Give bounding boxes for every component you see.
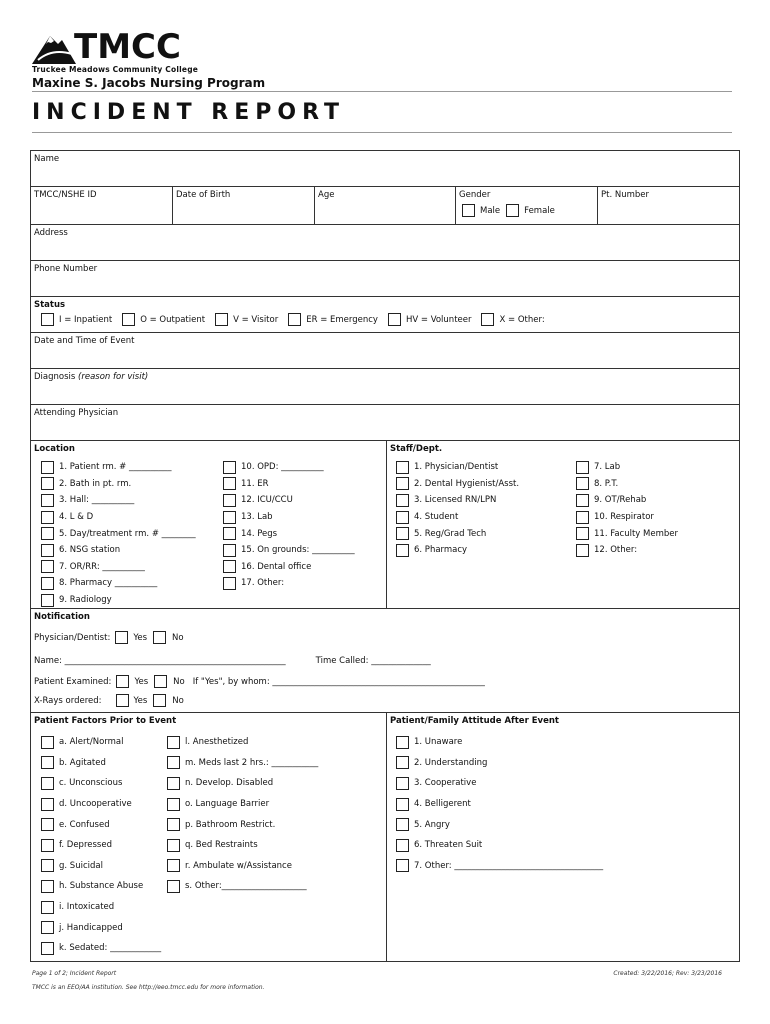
footer-page: Page 1 of 2; Incident Report (32, 970, 117, 977)
id-row (31, 187, 739, 225)
checkbox[interactable] (396, 461, 409, 474)
mountain-logo-icon (32, 30, 76, 64)
location-label: 2. Bath in pt. rm. (59, 478, 132, 489)
location-list-1 (41, 459, 196, 608)
checkbox[interactable] (41, 921, 54, 934)
staff-label: 2. Dental Hygienist/Asst. (414, 478, 520, 489)
patient-factors-title: Patient Factors Prior to Event (34, 716, 177, 726)
factor-option[interactable] (41, 773, 161, 794)
location-option[interactable] (223, 525, 355, 542)
location-option[interactable] (41, 492, 196, 509)
staff-label: 7. Lab (594, 462, 621, 473)
staff-label: 6. Pharmacy (414, 545, 468, 556)
yes-label: Yes (134, 676, 149, 687)
xrays-no-checkbox[interactable] (153, 694, 166, 707)
diagnosis-field[interactable] (34, 372, 148, 382)
checkbox[interactable] (41, 736, 54, 749)
status-label: O = Outpatient (140, 314, 206, 325)
factors-attitude-row (31, 713, 739, 961)
location-option[interactable] (223, 575, 355, 592)
staff-option[interactable] (396, 509, 519, 526)
checkbox[interactable] (388, 313, 401, 326)
attitude-option[interactable] (396, 835, 603, 856)
male-label: Male (480, 205, 501, 216)
status-option[interactable] (388, 313, 472, 326)
factor-label: d. Uncooperative (59, 799, 132, 810)
attitude-label: 7. Other: ___________________________________ (414, 860, 604, 871)
yes-label: Yes (133, 632, 148, 643)
factor-option[interactable] (41, 814, 161, 835)
factor-label: r. Ambulate w/Assistance (185, 860, 292, 871)
attitude-option[interactable] (396, 814, 603, 835)
age-label: Age (318, 190, 335, 200)
staff-section (387, 441, 739, 608)
datetime-field[interactable]: Date and Time of Event (34, 336, 135, 346)
staff-option[interactable] (576, 525, 678, 542)
location-label: 4. L & D (59, 512, 94, 523)
checkbox[interactable] (122, 313, 135, 326)
location-option[interactable] (223, 492, 355, 509)
id-label: TMCC/NSHE ID (34, 190, 97, 200)
location-label: 11. ER (241, 478, 269, 489)
attitude-label: 6. Threaten Suit (414, 840, 483, 851)
no-label: No (172, 695, 184, 706)
attitude-label: 3. Cooperative (414, 778, 477, 789)
checkbox[interactable] (576, 494, 589, 507)
location-staff-row (31, 441, 739, 609)
location-option[interactable] (41, 509, 196, 526)
checkbox[interactable] (167, 839, 180, 852)
checkbox[interactable] (396, 477, 409, 490)
checkbox[interactable] (576, 461, 589, 474)
status-option[interactable] (122, 313, 205, 326)
staff-list-1 (396, 459, 519, 559)
checkbox[interactable] (396, 777, 409, 790)
checkbox[interactable] (215, 313, 228, 326)
attitude-title: Patient/Family Attitude After Event (390, 716, 559, 726)
location-option[interactable] (223, 559, 355, 576)
factor-option[interactable] (167, 753, 318, 774)
factor-label: f. Depressed (59, 840, 112, 851)
checkbox[interactable] (396, 859, 409, 872)
location-option[interactable] (41, 542, 196, 559)
age-field[interactable] (315, 187, 456, 224)
location-option[interactable] (41, 525, 196, 542)
attitude-option[interactable] (396, 753, 603, 774)
location-label: 8. Pharmacy __________ (59, 578, 158, 589)
staff-label: 12. Other: (594, 545, 638, 556)
status-option[interactable] (215, 313, 278, 326)
attitude-option[interactable] (396, 794, 603, 815)
location-option[interactable] (223, 542, 355, 559)
pt-number-label: Pt. Number (601, 190, 650, 200)
factor-label: b. Agitated (59, 757, 106, 768)
checkbox[interactable] (41, 818, 54, 831)
checkbox[interactable] (223, 560, 236, 573)
factor-option[interactable] (167, 876, 318, 897)
physician-notified-label: Physician/Dentist: (34, 632, 111, 643)
status-row (31, 297, 739, 333)
checkbox[interactable] (167, 777, 180, 790)
factors-list-2 (167, 732, 318, 897)
notified-name-field[interactable]: Name: ____________________________________________________ (34, 656, 286, 666)
staff-label: 9. OT/Rehab (594, 495, 647, 506)
checkbox[interactable] (223, 544, 236, 557)
checkbox[interactable] (41, 756, 54, 769)
checkbox[interactable] (41, 839, 54, 852)
location-label: 16. Dental office (241, 561, 312, 572)
staff-label: 10. Respirator (594, 512, 654, 523)
checkbox[interactable] (41, 461, 54, 474)
factor-label: i. Intoxicated (59, 902, 115, 913)
location-label: 10. OPD: __________ (241, 462, 324, 473)
checkbox[interactable] (41, 798, 54, 811)
staff-title: Staff/Dept. (390, 444, 443, 454)
attitude-label: 1. Unaware (414, 737, 463, 748)
factor-option[interactable] (41, 876, 161, 897)
checkbox[interactable] (41, 511, 54, 524)
checkbox[interactable] (167, 859, 180, 872)
checkbox[interactable] (396, 494, 409, 507)
checkbox[interactable] (462, 204, 475, 217)
staff-option[interactable] (396, 492, 519, 509)
location-label: 3. Hall: __________ (59, 495, 135, 506)
staff-option[interactable] (396, 525, 519, 542)
physician-notified-line (34, 631, 184, 644)
status-label: Status (34, 300, 66, 310)
location-option[interactable] (41, 459, 196, 476)
factor-option[interactable] (167, 732, 318, 753)
factor-label: q. Bed Restraints (185, 840, 258, 851)
program-name: Maxine S. Jacobs Nursing Program (32, 76, 266, 90)
checkbox[interactable] (41, 880, 54, 893)
checkbox[interactable] (41, 477, 54, 490)
staff-label: 8. P.T. (594, 478, 619, 489)
checkbox[interactable] (288, 313, 301, 326)
factor-label: o. Language Barrier (185, 799, 270, 810)
id-field[interactable] (31, 187, 173, 224)
factor-label: p. Bathroom Restrict. (185, 819, 276, 830)
factor-label: e. Confused (59, 819, 110, 830)
factor-option[interactable] (167, 814, 318, 835)
checkbox[interactable] (576, 477, 589, 490)
address-field[interactable]: Address (34, 228, 68, 238)
attitude-list (396, 732, 603, 876)
staff-option[interactable] (576, 476, 678, 493)
checkbox[interactable] (41, 577, 54, 590)
location-list-2 (223, 459, 355, 592)
location-section (31, 441, 387, 608)
gender-female-option[interactable] (506, 204, 555, 217)
checkbox[interactable] (396, 839, 409, 852)
location-option[interactable] (41, 559, 196, 576)
factor-label: j. Handicapped (59, 922, 123, 933)
location-label: 15. On grounds: __________ (241, 545, 355, 556)
factor-option[interactable] (41, 753, 161, 774)
checkbox[interactable] (576, 527, 589, 540)
checkbox[interactable] (396, 818, 409, 831)
status-label: I = Inpatient (59, 314, 113, 325)
checkbox[interactable] (223, 577, 236, 590)
location-label: 13. Lab (241, 512, 273, 523)
checkbox[interactable] (506, 204, 519, 217)
checkbox[interactable] (41, 859, 54, 872)
factor-label: c. Unconscious (59, 778, 123, 789)
checkbox[interactable] (396, 756, 409, 769)
location-label: 17. Other: (241, 578, 285, 589)
factor-label: n. Develop. Disabled (185, 778, 274, 789)
checkbox[interactable] (576, 511, 589, 524)
factor-label: l. Anesthetized (185, 737, 249, 748)
attitude-section (387, 713, 739, 961)
staff-label: 5. Reg/Grad Tech (414, 528, 487, 539)
staff-label: 3. Licensed RN/LPN (414, 495, 497, 506)
checkbox[interactable] (41, 594, 54, 607)
checkbox[interactable] (576, 544, 589, 557)
checkbox[interactable] (41, 777, 54, 790)
checkbox[interactable] (223, 494, 236, 507)
checkbox[interactable] (41, 901, 54, 914)
status-option[interactable] (288, 313, 378, 326)
location-label: 7. OR/RR: __________ (59, 561, 145, 572)
checkbox[interactable] (167, 818, 180, 831)
document-title: INCIDENT REPORT (32, 100, 346, 125)
location-label: 14. Pegs (241, 528, 278, 539)
title-rule (32, 132, 732, 133)
location-label: 6. NSG station (59, 545, 121, 556)
staff-label: 4. Student (414, 512, 459, 523)
checkbox[interactable] (396, 798, 409, 811)
checkbox[interactable] (167, 756, 180, 769)
incident-form (30, 150, 740, 962)
notification-row (31, 609, 739, 713)
status-option[interactable] (41, 313, 112, 326)
footer-eeo: TMCC is an EEO/AA institution. See http://eeo.tmcc.edu for more information. (32, 984, 265, 991)
gender-male-option[interactable] (462, 204, 500, 217)
location-title: Location (34, 444, 75, 454)
location-option[interactable] (41, 575, 196, 592)
checkbox[interactable] (223, 477, 236, 490)
dob-label: Date of Birth (176, 190, 231, 200)
college-name: Truckee Meadows Community College (32, 65, 199, 74)
factor-option[interactable] (41, 856, 161, 877)
header-rule (32, 91, 732, 92)
location-label: 1. Patient rm. # __________ (59, 462, 172, 473)
factor-option[interactable] (167, 794, 318, 815)
status-label: HV = Volunteer (405, 314, 472, 325)
checkbox[interactable] (223, 461, 236, 474)
xrays-line (34, 694, 184, 707)
checkbox[interactable] (396, 544, 409, 557)
phone-row (31, 261, 739, 297)
checkbox[interactable] (41, 527, 54, 540)
physician-no-checkbox[interactable] (153, 631, 166, 644)
checkbox[interactable] (223, 527, 236, 540)
status-label: X = Other: (499, 314, 545, 325)
staff-option[interactable] (576, 542, 678, 559)
factor-label: k. Sedated: ____________ (59, 943, 162, 954)
factor-option[interactable] (167, 856, 318, 877)
location-option[interactable] (223, 476, 355, 493)
staff-option[interactable] (576, 492, 678, 509)
factor-option[interactable] (167, 835, 318, 856)
phone-field[interactable]: Phone Number (34, 264, 98, 274)
xrays-label: X-Rays ordered: (34, 695, 102, 706)
factor-option[interactable] (41, 938, 161, 959)
attitude-option[interactable] (396, 732, 603, 753)
location-label: 5. Day/treatment rm. # ________ (59, 528, 196, 539)
status-label: ER = Emergency (306, 314, 378, 325)
yes-label: Yes (133, 695, 148, 706)
status-options (41, 313, 545, 326)
examined-label: Patient Examined: (34, 676, 112, 687)
diagnosis-note: (reason for visit) (78, 372, 149, 382)
staff-option[interactable] (396, 542, 519, 559)
factor-label: g. Suicidal (59, 860, 103, 871)
checkbox[interactable] (167, 736, 180, 749)
staff-label: 11. Faculty Member (594, 528, 678, 539)
diagnosis-label: Diagnosis (34, 372, 76, 382)
physician-yes-checkbox[interactable] (115, 631, 128, 644)
female-label: Female (524, 205, 555, 216)
time-called-field[interactable]: Time Called: ______________ (315, 656, 431, 666)
name-field[interactable]: Name (34, 154, 60, 164)
notification-title: Notification (34, 612, 90, 622)
location-option[interactable] (41, 592, 196, 609)
factor-option[interactable] (41, 794, 161, 815)
diagnosis-row (31, 369, 739, 405)
checkbox[interactable] (167, 880, 180, 893)
no-label: No (172, 632, 184, 643)
no-label: No (173, 676, 185, 687)
gender-field (456, 187, 598, 224)
status-option[interactable] (481, 313, 544, 326)
checkbox[interactable] (167, 798, 180, 811)
address-row (31, 225, 739, 261)
staff-list-2 (576, 459, 678, 559)
staff-option[interactable] (396, 459, 519, 476)
xrays-yes-checkbox[interactable] (116, 694, 129, 707)
staff-option[interactable] (576, 509, 678, 526)
factors-list-1 (41, 732, 161, 959)
checkbox[interactable] (396, 736, 409, 749)
pt-number-field[interactable] (598, 187, 739, 224)
dob-field[interactable] (173, 187, 315, 224)
checkbox[interactable] (41, 560, 54, 573)
location-option[interactable] (223, 459, 355, 476)
checkbox[interactable] (41, 313, 54, 326)
checkbox[interactable] (396, 527, 409, 540)
physician-field[interactable]: Attending Physician (34, 408, 119, 418)
attitude-label: 2. Understanding (414, 757, 488, 768)
factor-option[interactable] (41, 897, 161, 918)
name-called-line (34, 656, 431, 666)
logo (32, 26, 732, 67)
datetime-row (31, 333, 739, 369)
factor-label: m. Meds last 2 hrs.: ___________ (185, 757, 319, 768)
examined-no-checkbox[interactable] (154, 675, 167, 688)
attitude-label: 4. Belligerent (414, 799, 471, 810)
attitude-option[interactable] (396, 856, 603, 877)
footer-created: Created: 3/22/2016; Rev: 3/23/2016 (613, 970, 722, 977)
factor-label: a. Alert/Normal (59, 737, 124, 748)
examined-by-field[interactable]: If "Yes", by whom: __________________________________________________ (192, 676, 485, 687)
attitude-option[interactable] (396, 773, 603, 794)
checkbox[interactable] (396, 511, 409, 524)
logo-text: TMCC (74, 27, 181, 67)
staff-option[interactable] (396, 476, 519, 493)
patient-examined-line (34, 675, 485, 688)
location-label: 12. ICU/CCU (241, 495, 293, 506)
examined-yes-checkbox[interactable] (116, 675, 129, 688)
staff-label: 1. Physician/Dentist (414, 462, 499, 473)
factor-option[interactable] (41, 835, 161, 856)
location-option[interactable] (41, 476, 196, 493)
status-label: V = Visitor (233, 314, 279, 325)
name-row (31, 151, 739, 187)
location-label: 9. Radiology (59, 595, 112, 606)
factor-option[interactable] (167, 773, 318, 794)
staff-option[interactable] (576, 459, 678, 476)
location-option[interactable] (223, 509, 355, 526)
patient-factors-section (31, 713, 387, 961)
factor-option[interactable] (41, 732, 161, 753)
physician-row (31, 405, 739, 441)
factor-label: s. Other:____________________ (185, 881, 307, 892)
factor-option[interactable] (41, 917, 161, 938)
document-header (32, 26, 732, 90)
factor-label: h. Substance Abuse (59, 881, 144, 892)
gender-label: Gender (459, 190, 491, 200)
checkbox[interactable] (223, 511, 236, 524)
checkbox[interactable] (41, 544, 54, 557)
checkbox[interactable] (41, 494, 54, 507)
checkbox[interactable] (481, 313, 494, 326)
checkbox[interactable] (41, 942, 54, 955)
attitude-label: 5. Angry (414, 819, 450, 830)
